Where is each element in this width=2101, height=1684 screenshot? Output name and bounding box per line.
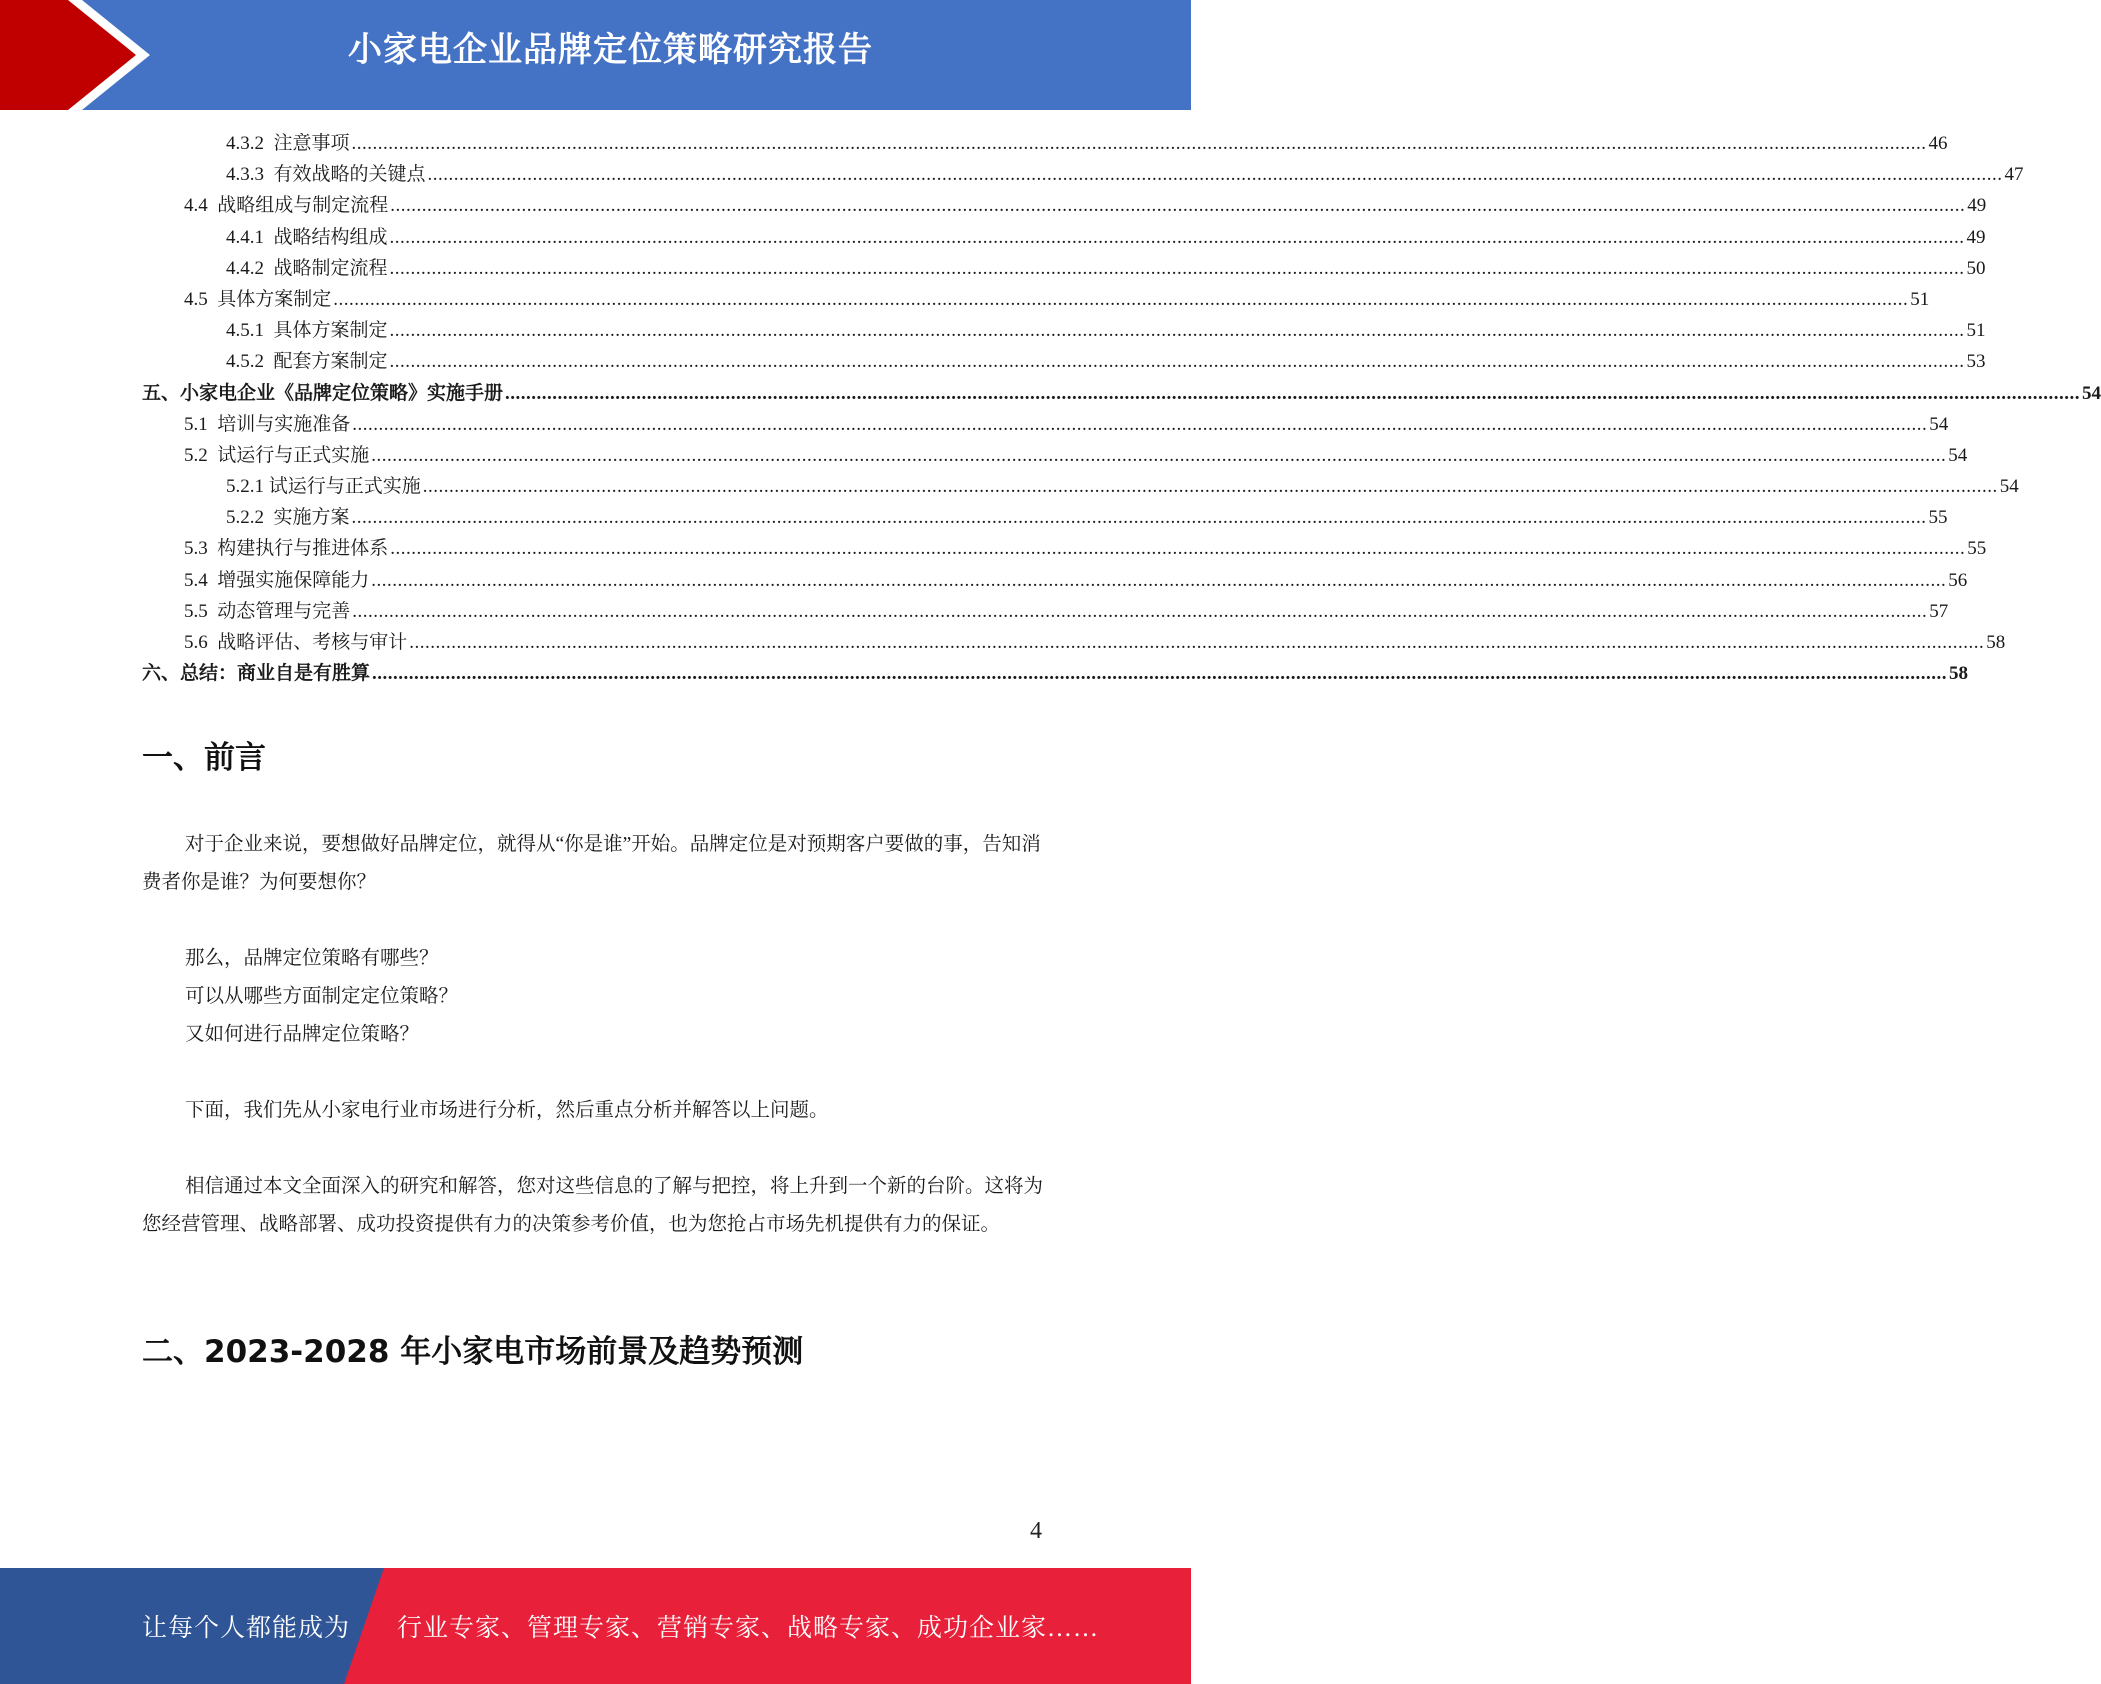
toc-entry[interactable] [142,253,1986,284]
toc-entry[interactable] [142,190,1987,221]
preface-paragraph-1: 对于企业来说，要想做好品牌定位，就得从“你是谁”开始。品牌定位是对预期客户要做的事，告知消费者你是谁？为何要想你？ [142,834,1041,893]
toc-entry-page: 54 [2082,382,2101,404]
toc-entry[interactable] [142,284,1930,315]
toc-leader-dots: ............................................................................................................................................................................................................................................................................................................ [409,632,1985,653]
toc-entry-label: 4.4 战略组成与制定流程 [184,195,389,217]
table-of-contents [142,128,2101,689]
report-title: 小家电企业品牌定位策略研究报告 [348,30,873,70]
toc-entry[interactable] [142,128,1948,159]
toc-entry-page: 46 [1928,133,1948,154]
toc-entry-label: 4.4.1 战略结构组成 [226,226,388,248]
toc-entry-label: 4.5.2 配套方案制定 [226,351,388,373]
toc-entry-page: 49 [1966,226,1986,248]
toc-entry-page: 51 [1910,288,1930,310]
toc-entry-label: 4.5.1 具体方案制定 [226,320,388,342]
toc-entry-label: 5.2.2 实施方案 [226,507,350,529]
preface-question-2: 可以从哪些方面制定定位策略？ [185,986,459,1007]
toc-leader-dots: ............................................................................................................................................................................................................................................................................................................ [389,351,1965,373]
toc-entry-label: 六、总结：商业自是有胜算 [142,663,371,685]
toc-leader-dots: ............................................................................................................................................................................................................................................................................................................ [371,569,1947,591]
toc-leader-dots: ............................................................................................................................................................................................................................................................................................................ [389,257,1965,279]
toc-entry-label: 4.3.3 有效战略的关键点 [226,164,426,186]
toc-leader-dots: ............................................................................................................................................................................................................................................................................................................ [505,382,2081,404]
preface-paragraph-3: 相信通过本文全面深入的研究和解答，您对这些信息的了解与把控，将上升到一个新的台阶。这将为您经营管理、战略部署、成功投资提供有力的决策参考价值，也为您抢占市场先机提供有力的保证。 [142,1176,1044,1235]
toc-entry-label: 5.6 战略评估、考核与审计 [184,632,408,653]
toc-entry-label: 5.4 增强实施保障能力 [184,569,370,591]
toc-entry-label: 5.2.1 试运行与正式实施 [226,476,421,498]
toc-entry-page: 57 [1929,600,1949,622]
toc-leader-dots: ............................................................................................................................................................................................................................................................................................................ [427,164,2003,186]
toc-entry[interactable] [142,533,1987,564]
toc-entry-label: 4.3.2 注意事项 [226,133,350,154]
header-bar [0,0,1191,110]
preface-question-3: 又如何进行品牌定位策略？ [185,1024,420,1045]
toc-entry-page: 54 [1948,444,1968,466]
toc-entry-page: 58 [1986,632,2006,653]
toc-entry[interactable] [142,502,1948,533]
footer-slogan-left: 让每个人都能成为 [142,1615,351,1642]
toc-entry-label: 5.2 试运行与正式实施 [184,444,370,466]
toc-entry-label: 5.5 动态管理与完善 [184,600,351,622]
toc-leader-dots: ............................................................................................................................................................................................................................................................................................................ [422,476,1998,498]
toc-entry-page: 53 [1966,351,1986,373]
toc-entry[interactable] [142,159,2024,190]
toc-leader-dots: ............................................................................................................................................................................................................................................................................................................ [352,600,1928,622]
toc-entry-page: 51 [1966,320,1986,342]
toc-entry[interactable] [142,222,1986,253]
page-number: 4 [1030,1518,1042,1544]
toc-entry[interactable] [142,409,1949,440]
toc-entry-page: 49 [1967,195,1987,217]
toc-leader-dots: ............................................................................................................................................................................................................................................................................................................ [352,413,1928,435]
section-heading-preface: 一、前言 [142,740,266,776]
toc-entry-label: 4.5 具体方案制定 [184,288,332,310]
toc-entry-page: 55 [1928,507,1948,529]
toc-entry-label: 5.3 构建执行与推进体系 [184,538,389,560]
toc-entry[interactable] [142,565,1968,596]
toc-entry-label: 5.1 培训与实施准备 [184,413,351,435]
toc-leader-dots: ............................................................................................................................................................................................................................................................................................................ [333,288,1909,310]
toc-entry-page: 50 [1966,257,1986,279]
toc-entry[interactable] [142,378,2101,409]
toc-entry-label: 五、小家电企业《品牌定位策略》实施手册 [142,382,504,404]
toc-entry-page: 54 [1929,413,1949,435]
toc-leader-dots: ............................................................................................................................................................................................................................................................................................................ [351,133,1927,154]
toc-leader-dots: ............................................................................................................................................................................................................................................................................................................ [351,507,1927,529]
toc-leader-dots: ............................................................................................................................................................................................................................................................................................................ [372,663,1948,685]
preface-paragraph-2: 下面，我们先从小家电行业市场进行分析，然后重点分析并解答以上问题。 [185,1100,829,1121]
toc-entry[interactable] [142,315,1986,346]
toc-leader-dots: ............................................................................................................................................................................................................................................................................................................ [371,444,1947,466]
toc-entry-page: 54 [1999,476,2019,498]
toc-entry[interactable] [142,627,2006,658]
toc-entry-page: 58 [1949,663,1969,685]
toc-leader-dots: ............................................................................................................................................................................................................................................................................................................ [390,538,1966,560]
toc-entry-page: 55 [1967,538,1987,560]
section-heading-forecast: 二、2023-2028 年小家电市场前景及趋势预测 [142,1334,804,1370]
toc-entry[interactable] [142,346,1986,377]
toc-entry[interactable] [142,440,1968,471]
toc-leader-dots: ............................................................................................................................................................................................................................................................................................................ [389,320,1965,342]
toc-leader-dots: ............................................................................................................................................................................................................................................................................................................ [390,195,1966,217]
toc-entry[interactable] [142,471,2019,502]
toc-entry-page: 47 [2004,164,2024,186]
toc-leader-dots: ............................................................................................................................................................................................................................................................................................................ [389,226,1965,248]
toc-entry-label: 4.4.2 战略制定流程 [226,257,388,279]
footer-banner [0,1568,1191,1684]
toc-entry[interactable] [142,658,1969,689]
toc-entry-page: 56 [1948,569,1968,591]
preface-question-1: 那么，品牌定位策略有哪些？ [185,948,439,969]
footer-slogan-right: 行业专家、管理专家、营销专家、战略专家、成功企业家…… [397,1615,1100,1642]
toc-entry[interactable] [142,596,1949,627]
